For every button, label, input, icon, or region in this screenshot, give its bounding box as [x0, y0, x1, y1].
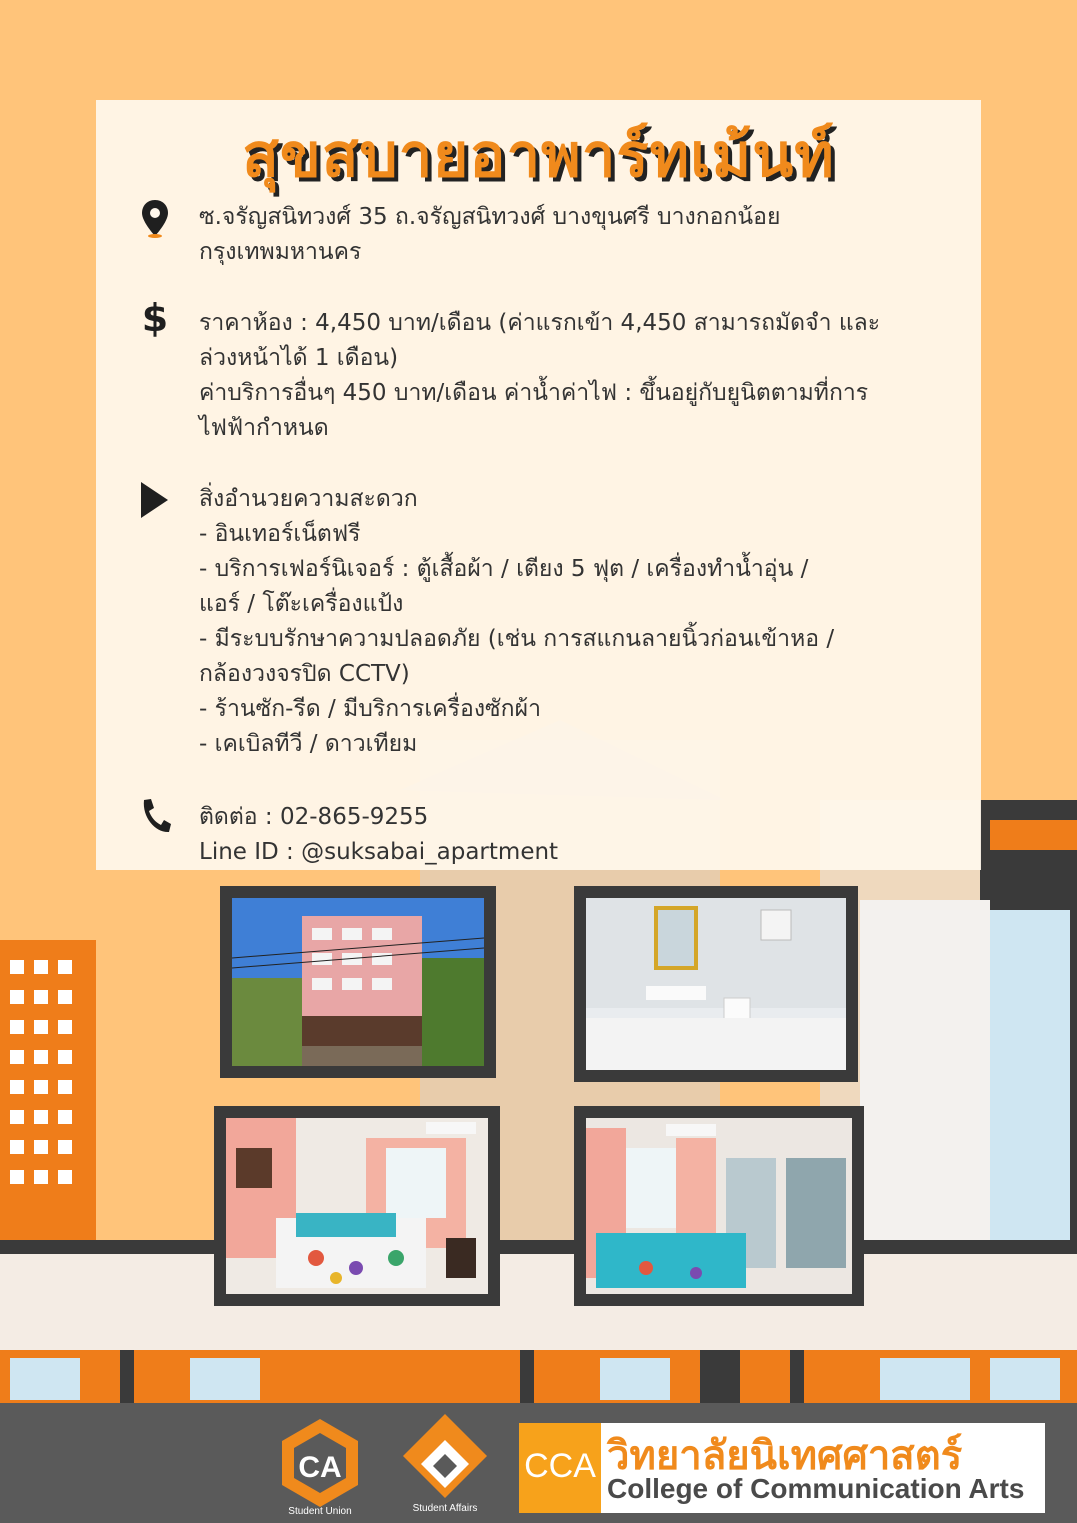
bedroom-photo-1: [214, 1106, 500, 1306]
svg-text:$: $: [141, 298, 169, 338]
price-line: ไฟฟ้ากำหนด: [199, 415, 329, 441]
price-text: [199, 306, 880, 446]
address-line: กรุงเทพมหานคร: [199, 239, 362, 265]
contact-text: [199, 800, 558, 870]
student-union-logo: [270, 1415, 370, 1515]
cca-thai-name: วิทยาลัยนิเทศศาสตร์: [607, 1433, 963, 1479]
play-arrow-icon: [138, 480, 172, 520]
facility-item: - บริการเฟอร์นิเจอร์ : ตู้เสื้อผ้า / เตียง 5 ฟุต / เครื่องทำน้ำอุ่น /: [199, 556, 809, 582]
facility-item: กล้องวงจรปิด CCTV): [199, 661, 410, 687]
address-text: [199, 200, 780, 270]
facility-item: - อินเทอร์เน็ตฟรี: [199, 521, 361, 547]
dollar-icon: [138, 298, 172, 338]
location-pin-icon: [138, 198, 172, 238]
svg-text:CA: CA: [298, 1451, 342, 1484]
facility-item: แอร์ / โต๊ะเครื่องแป้ง: [199, 591, 404, 617]
page-title: สุขสบายอาพาร์ทเม้นท์: [242, 121, 835, 191]
facilities-text: [199, 482, 834, 762]
price-line: ราคาห้อง : 4,450 บาท/เดือน (ค่าแรกเข้า 4,450 สามารถมัดจำ และ: [199, 310, 881, 336]
bathroom-photo: [574, 886, 858, 1082]
facility-item: - เคเบิลทีวี / ดาวเทียม: [199, 731, 418, 757]
phone-number: ติดต่อ : 02-865-9255: [199, 804, 429, 830]
bedroom-photo-2: [574, 1106, 864, 1306]
cca-logo: [519, 1423, 1045, 1513]
phone-icon: [138, 796, 172, 836]
cca-badge: CCA: [519, 1423, 601, 1513]
price-line: ล่วงหน้าได้ 1 เดือน): [199, 345, 399, 371]
line-id: Line ID : @suksabai_apartment: [199, 839, 559, 865]
price-line: ค่าบริการอื่นๆ 450 บาท/เดือน ค่าน้ำค่าไฟ : ขึ้นอยู่กับยูนิตตามที่การ: [199, 380, 869, 406]
student-affairs-logo: [395, 1410, 495, 1515]
building-exterior-photo: [220, 886, 496, 1078]
student-affairs-caption: Student Affairs: [412, 1503, 478, 1514]
facility-item: - มีระบบรักษาความปลอดภัย (เช่น การสแกนลายนิ้วก่อนเข้าหอ /: [199, 626, 835, 652]
facility-item: - ร้านซัก-รีด / มีบริการเครื่องซักผ้า: [199, 696, 541, 722]
cca-english-name: College of Communication Arts: [607, 1473, 1025, 1504]
address-line: ซ.จรัญสนิทวงศ์ 35 ถ.จรัญสนิทวงศ์ บางขุนศรี บางกอกน้อย: [199, 204, 781, 230]
facilities-heading: สิ่งอำนวยความสะดวก: [199, 486, 418, 512]
student-union-caption: Student Union: [288, 1506, 352, 1515]
